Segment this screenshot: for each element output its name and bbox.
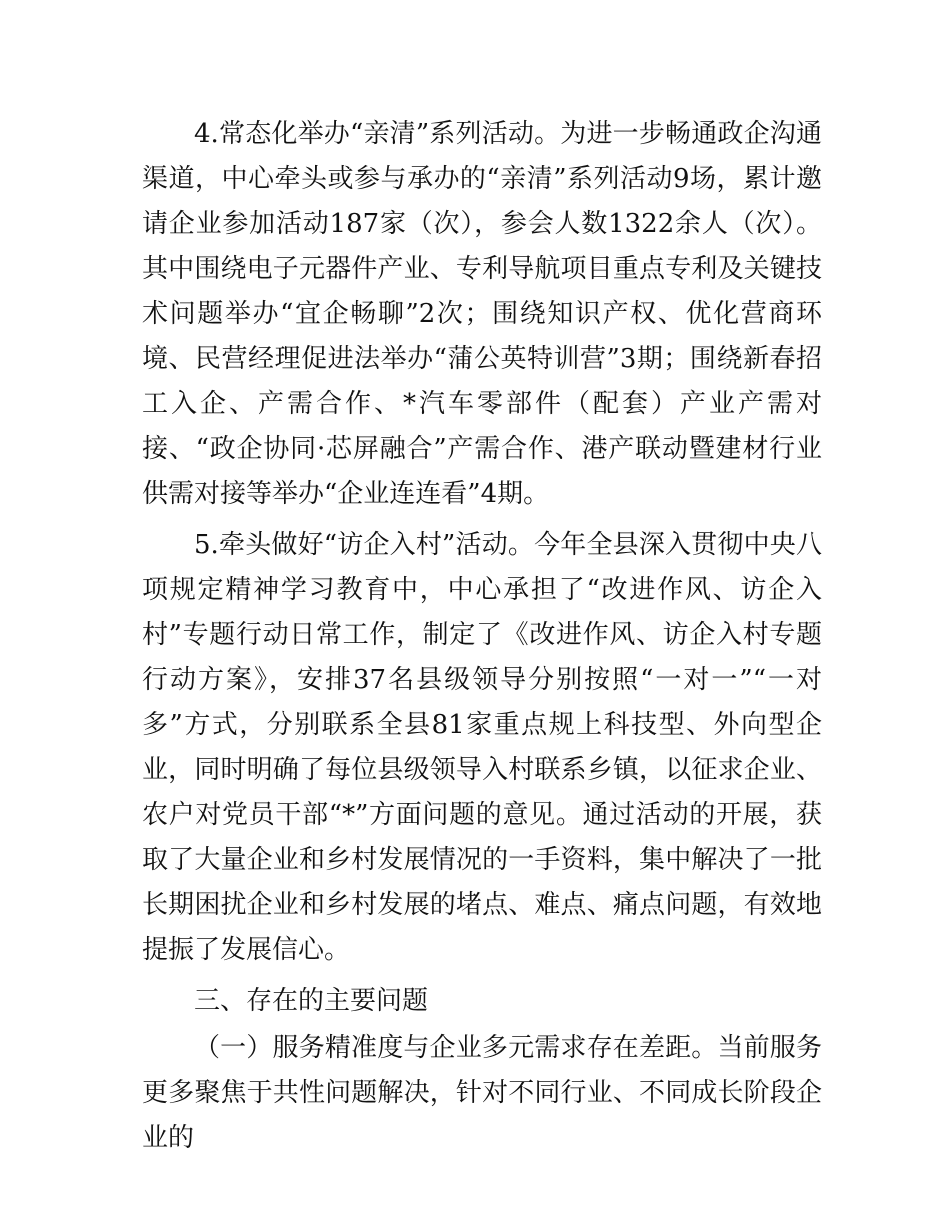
paragraph-visit-enterprises: 5.牵头做好“访企入村”活动。今年全县深入贯彻中央八项规定精神学习教育中，中心承担了“改进作风、访企入村”专题行动日常工作，制定了《改进作风、访企入村专题行动方案》，安排37名县级领导分别按照“一对一”“一对多”方式，分别联系全县81家重点规上科技型、外向型企业，同时明确了每位县级领导入村联系乡镇，以征求企业、农户对党员干部“*”方面问题的意见。通过活动的开展，获取了大量企业和乡村发展情况的一手资料，集中解决了一批长期困扰企业和乡村发展的堵点、难点、痛点问题，有效地提振了发展信心。 (142, 530, 822, 965)
document-body (142, 112, 822, 1167)
section-heading-main-problems: 三、存在的主要问题 (194, 986, 429, 1016)
paragraph-activities-qinqing: 4.常态化举办“亲清”系列活动。为进一步畅通政企沟通渠道，中心牵头或参与承办的“亲清”系列活动9场，累计邀请企业参加活动187家（次），参会人数1322余人（次）。其中围绕电子元器件产业、专利导航项目重点专利及关键技术问题举办“宜企畅聊”2次；围绕知识产权、优化营商环境、民营经理促进法举办“蒲公英特训营”3期；围绕新春招工入企、产需合作、*汽车零部件（配套）产业产需对接、“政企协同·芯屏融合”产需合作、港产联动暨建材行业供需对接等举办“企业连连看”4期。 (142, 119, 822, 509)
paragraph-service-precision: （一）服务精准度与企业多元需求存在差距。当前服务更多聚焦于共性问题解决，针对不同行业、不同成长阶段企业的 (142, 1033, 822, 1153)
